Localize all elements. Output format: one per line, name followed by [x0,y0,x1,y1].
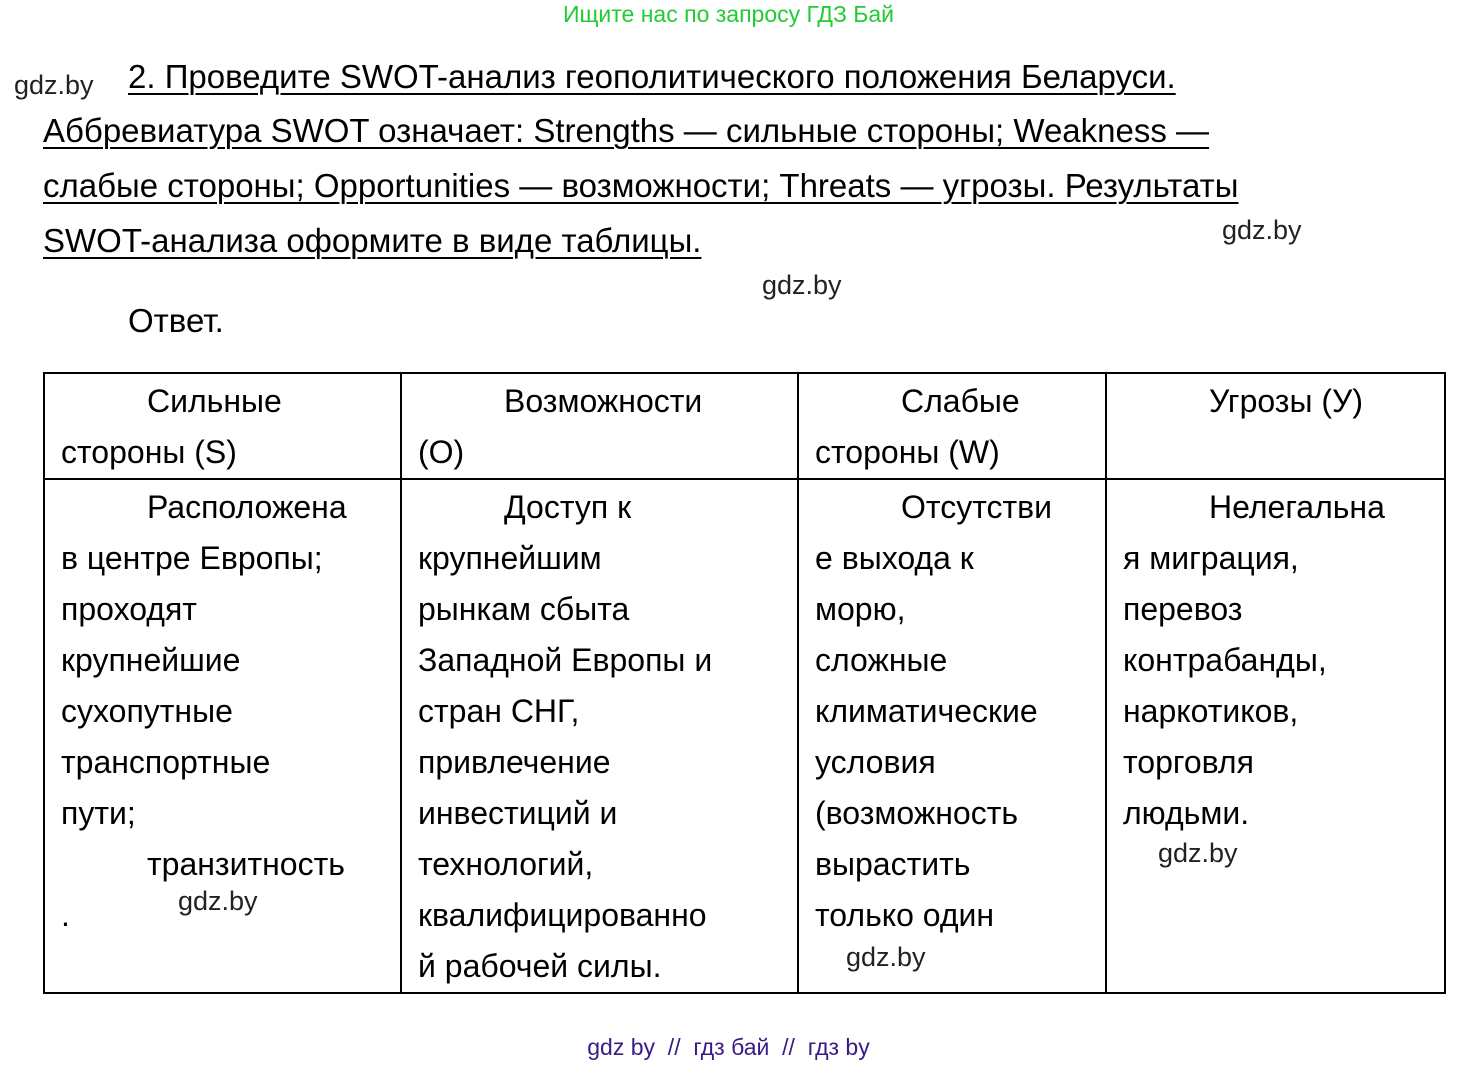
cell-text-line: в центре Европы; [61,540,323,576]
task-line-3: слабые стороны; Opportunities — возможности; Threats — угрозы. Результаты [43,167,1239,204]
header-text-line: Возможности [504,383,703,419]
cell-text-line: й рабочей силы. [418,948,662,984]
answer-label: Ответ. [128,302,224,339]
header-row [44,373,1445,479]
body-cell [401,479,798,993]
header-cell [401,373,798,479]
cell-text-line: контрабанды, [1123,642,1327,678]
body-cell [1106,479,1445,993]
cell-text-line: Западной Европы и [418,642,713,678]
cell-text-line: квалифицированно [418,897,707,933]
watermark: gdz.by [762,270,842,300]
cell-text-line: только один [815,897,995,933]
cell-text-line: торговля [1123,744,1254,780]
task-line-1: 2. Проведите SWOT-анализ геополитического положения Беларуси. [128,58,1176,95]
watermark: gdz.by [1222,215,1302,245]
cell-text-line: транзитность [147,846,345,882]
footer-links: gdz by // гдз бай // гдз by [587,1034,870,1060]
task-line-2: Аббревиатура SWOT означает: Strengths — сильные стороны; Weakness — [43,112,1210,149]
header-text-line: Слабые [901,383,1020,419]
cell-text-line: морю, [815,591,906,627]
cell-text-line: . [61,897,70,933]
cell-text-line: стран СНГ, [418,693,580,729]
header-cell [44,373,401,479]
cell-text-line: рынкам сбыта [418,591,630,627]
header-text-line: Угрозы (У) [1209,383,1363,419]
cell-text-line: Расположена [147,489,347,525]
header-text-line: Сильные [147,383,282,419]
header-text-line: стороны (S) [61,434,237,470]
cell-text-line: сложные [815,642,948,678]
cell-text-line: проходят [61,591,197,627]
watermark: gdz.by [178,886,258,916]
header-cell [798,373,1106,479]
watermark: gdz.by [14,70,94,100]
cell-text-line: крупнейшим [418,540,602,576]
search-banner: Ищите нас по запросу ГДЗ Бай [562,1,895,27]
cell-text-line: пути; [61,795,136,831]
cell-text-line: климатические [815,693,1038,729]
body-cell [798,479,1106,993]
cell-text-line: вырастить [815,846,971,882]
cell-text-line: людьми. [1123,795,1250,831]
cell-text-line: е выхода к [815,540,974,576]
header-text-line: стороны (W) [815,434,1000,470]
cell-text-line: транспортные [61,744,271,780]
header-text-line: (O) [418,434,465,470]
cell-text-line: (возможность [815,795,1019,831]
cell-text-line: привлечение [418,744,611,780]
cell-text-line: крупнейшие [61,642,241,678]
cell-text-line: условия [815,744,936,780]
cell-text-line: технологий, [418,846,594,882]
cell-text-line: наркотиков, [1123,693,1299,729]
header-cell [1106,373,1445,479]
cell-text-line: инвестиций и [418,795,618,831]
cell-text-line: я миграция, [1123,540,1299,576]
task-line-4: SWOT-анализа оформите в виде таблицы. [43,222,702,259]
cell-text-line: Нелегальна [1209,489,1385,525]
cell-text-line: сухопутные [61,693,233,729]
cell-text-line: Отсутстви [901,489,1053,525]
watermark: gdz.by [1158,838,1238,868]
cell-text-line: Доступ к [504,489,632,525]
watermark: gdz.by [846,942,926,972]
cell-text-line: перевоз [1123,591,1243,627]
